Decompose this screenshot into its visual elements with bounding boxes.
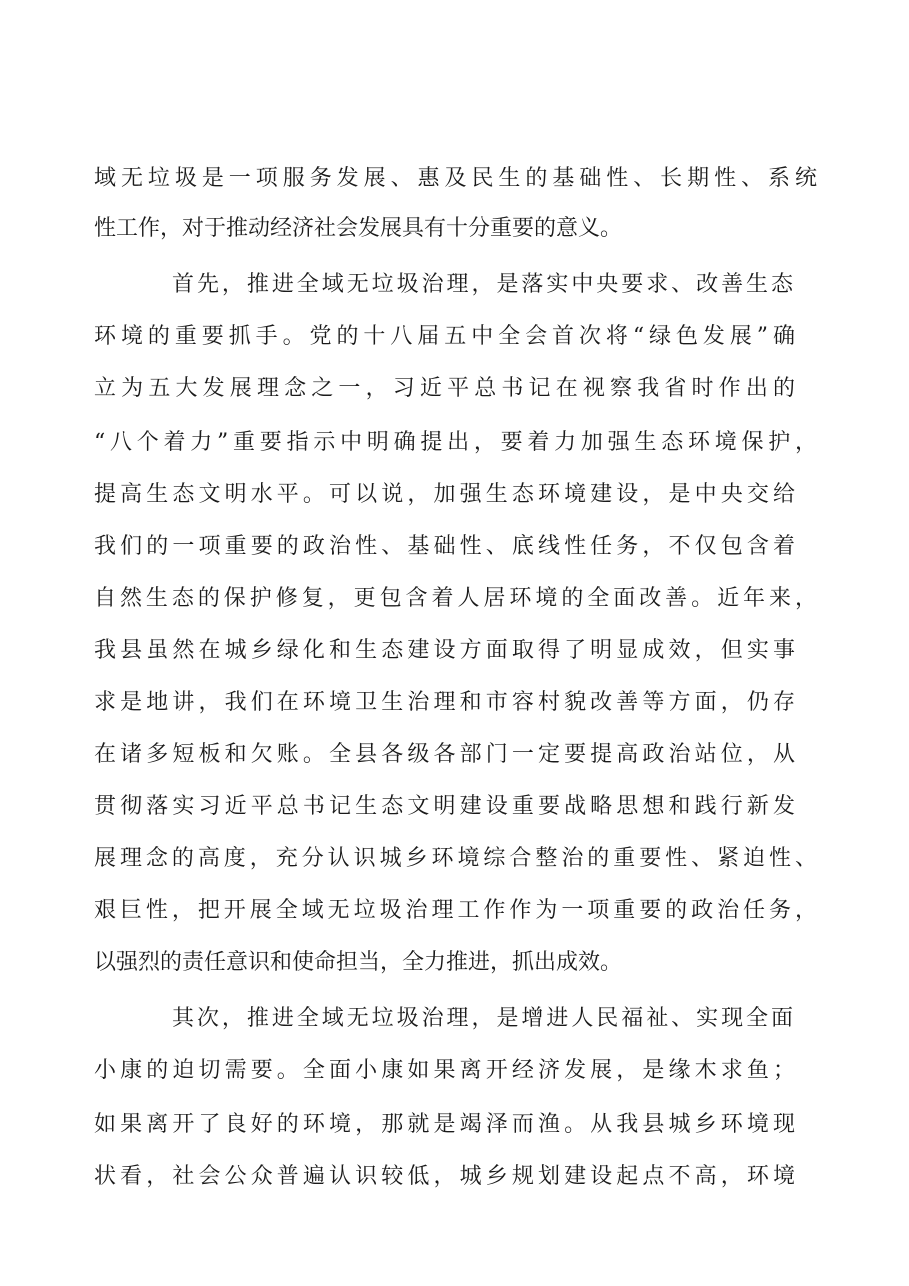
text-line: 提高生态文明水平。可以说，加强生态环境建设，是中央交给	[94, 482, 795, 507]
text-line: 展理念的高度，充分认识城乡环境综合整治的重要性、紧迫性、	[94, 846, 817, 871]
text-line: 以强烈的责任意识和使命担当，全力推进，抓出成效。	[94, 950, 623, 975]
text-line: 环境的重要抓手。党的十八届五中全会首次将“绿色发展”确	[94, 324, 795, 349]
text-line: 我县虽然在城乡绿化和生态建设方面取得了明显成效，但实事	[94, 638, 795, 663]
text-line: 其次，推进全域无垃圾治理，是增进人民福祉、实现全面	[172, 1006, 793, 1031]
text-line: 在诸多短板和欠账。全县各级各部门一定要提高政治站位，从	[94, 742, 795, 767]
text-line: 小康的迫切需要。全面小康如果离开经济发展，是缘木求鱼；	[94, 1058, 795, 1083]
text-line: 如果离开了良好的环境，那就是竭泽而渔。从我县城乡环境现	[94, 1112, 795, 1137]
text-line: 贯彻落实习近平总书记生态文明建设重要战略思想和践行新发	[94, 794, 795, 819]
text-line: 我们的一项重要的政治性、基础性、底线性任务，不仅包含着	[94, 534, 795, 559]
text-line: 性工作，对于推动经济社会发展具有十分重要的意义。	[94, 216, 623, 241]
text-line: 求是地讲，我们在环境卫生治理和市容村貌改善等方面，仍存	[94, 690, 795, 715]
text-line: 艰巨性，把开展全域无垃圾治理工作作为一项重要的政治任务，	[94, 898, 817, 923]
text-line: 立为五大发展理念之一，习近平总书记在视察我省时作出的	[94, 376, 795, 401]
text-line: “八个着力”重要指示中明确提出，要着力加强生态环境保护，	[94, 430, 817, 455]
text-line: 状看，社会公众普遍认识较低，城乡规划建设起点不高，环境	[94, 1164, 795, 1189]
text-line: 域无垃圾是一项服务发展、惠及民生的基础性、长期性、系统	[94, 166, 817, 191]
text-line: 首先，推进全域无垃圾治理，是落实中央要求、改善生态	[172, 272, 793, 297]
text-line: 自然生态的保护修复，更包含着人居环境的全面改善。近年来，	[94, 586, 817, 611]
